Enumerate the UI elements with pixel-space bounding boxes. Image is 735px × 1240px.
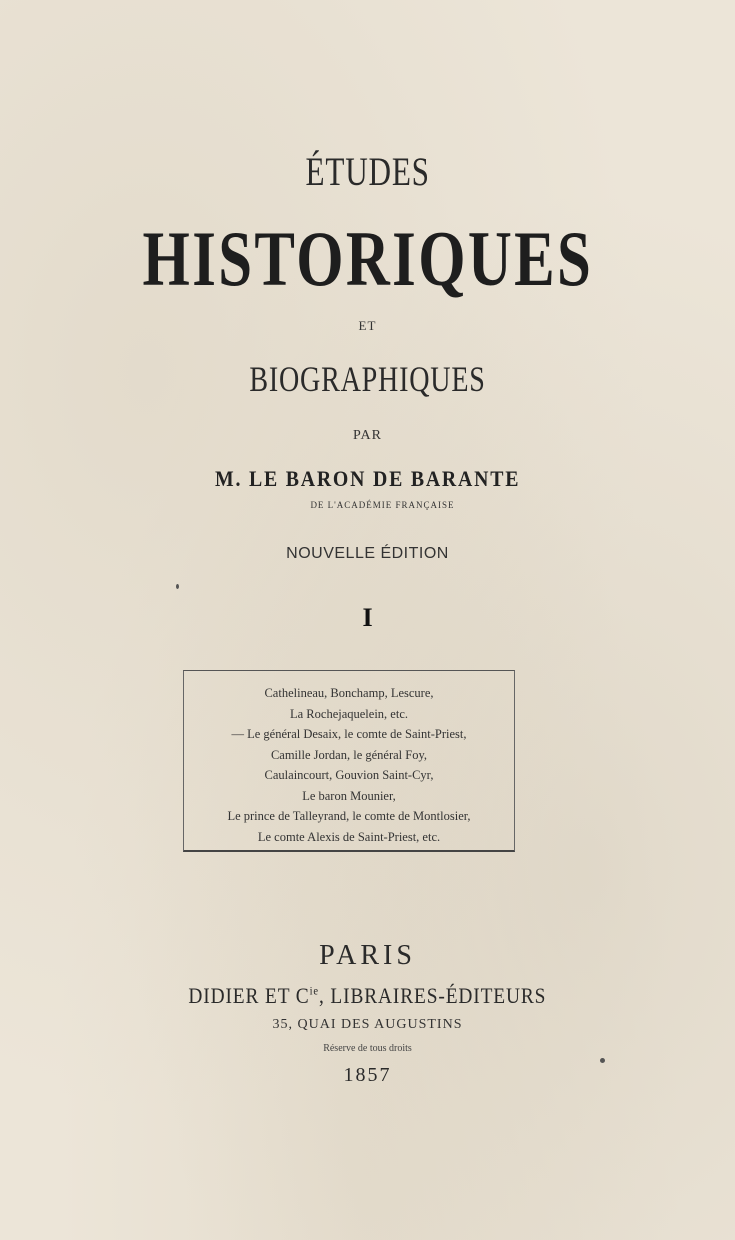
imprint-address: 35, QUAI DES AUGUSTINS	[272, 1017, 463, 1032]
imprint-city: PARIS	[319, 940, 416, 971]
title-conjunction: ET	[358, 318, 377, 333]
publisher-superscript: ie	[309, 983, 320, 998]
contents-box	[183, 670, 515, 852]
edition-label: NOUVELLE ÉDITION	[286, 545, 449, 562]
contents-item: Camille Jordan, le général Foy,	[270, 747, 428, 762]
title-line-etudes	[0, 148, 735, 195]
imprint-year: 1857	[343, 1064, 392, 1086]
contents-item: Le prince de Talleyrand, le comte de Montlosier,	[227, 809, 471, 823]
title-line-historiques	[0, 214, 735, 304]
ink-speck	[600, 1058, 605, 1063]
author-affiliation: DE L'ACADÉMIE FRANÇAISE	[310, 500, 455, 510]
publisher-main: DIDIER ET C	[188, 983, 310, 1008]
contents-item: — Le général Desaix, le comte de Saint-Priest,	[231, 727, 467, 741]
ink-speck	[176, 584, 179, 589]
title-line-biographiques	[0, 358, 735, 400]
imprint-rights: Réserve de tous droits	[323, 1043, 412, 1054]
publisher-rest: , LIBRAIRES-ÉDITEURS	[319, 983, 547, 1008]
contents-item: Caulaincourt, Gouvion Saint-Cyr,	[264, 768, 434, 782]
imprint-publisher	[0, 983, 735, 1009]
volume-number: I	[362, 603, 373, 632]
title-biographiques-text: BIOGRAPHIQUES	[249, 359, 486, 399]
contents-item: Le baron Mounier,	[302, 788, 396, 803]
author-name-text: M. LE BARON DE BARANTE	[214, 466, 521, 491]
contents-item: La Rochejaquelein, etc.	[290, 706, 408, 721]
byline-par: PAR	[353, 428, 382, 443]
contents-item: Le comte Alexis de Saint-Priest, etc.	[257, 829, 441, 844]
author-name	[0, 466, 735, 492]
title-historiques-text: HISTORIQUES	[142, 215, 593, 302]
title-etudes-text: ÉTUDES	[305, 149, 430, 194]
contents-list	[184, 683, 514, 847]
contents-item: Cathelineau, Bonchamp, Lescure,	[264, 686, 434, 700]
publisher-text	[189, 983, 547, 1009]
